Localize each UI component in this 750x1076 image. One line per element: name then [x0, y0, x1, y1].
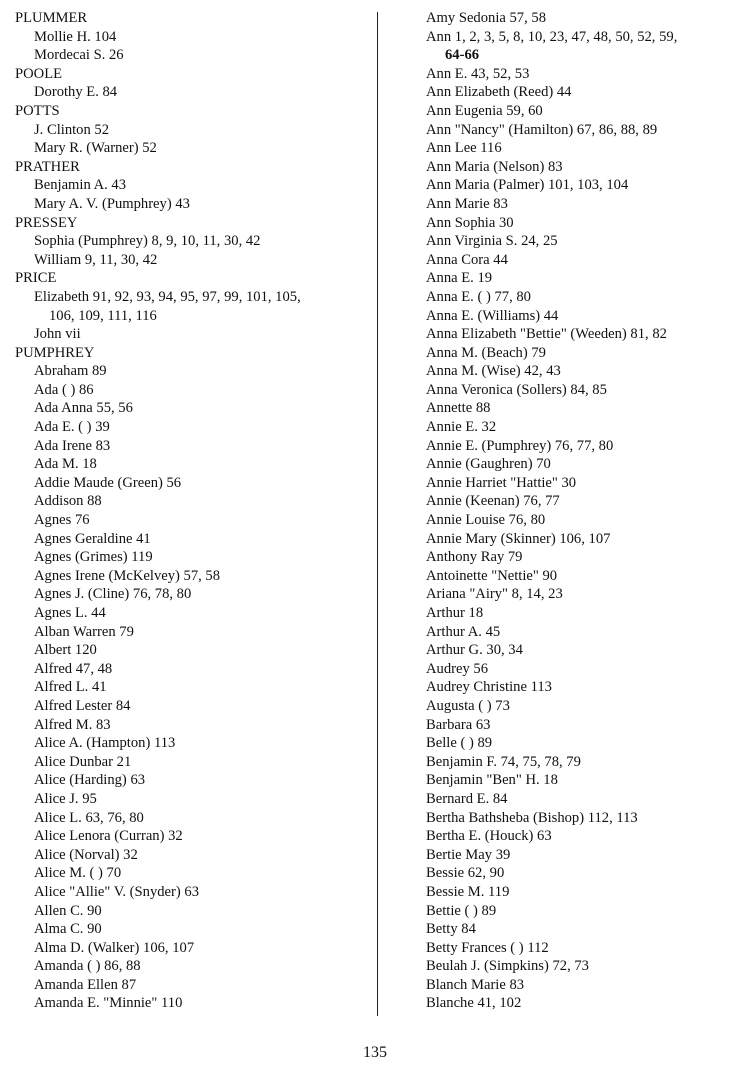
- index-entry: Annie Louise 76, 80: [426, 512, 546, 529]
- index-surname-heading: PRATHER: [15, 158, 80, 175]
- index-entry: Alice (Harding) 63: [34, 772, 146, 789]
- index-surname-heading: PRICE: [15, 270, 57, 287]
- index-entry: Annie E. 32: [426, 419, 497, 436]
- index-entry: Alma C. 90: [34, 921, 102, 938]
- index-entry: Ann Maria (Palmer) 101, 103, 104: [426, 177, 629, 194]
- index-entry: John vii: [34, 326, 81, 343]
- index-entry: Ann Elizabeth (Reed) 44: [426, 84, 572, 101]
- index-entry: Elizabeth 91, 92, 93, 94, 95, 97, 99, 101, 105,: [34, 288, 301, 305]
- index-entry: Alice J. 95: [34, 790, 97, 807]
- index-entry: Ann "Nancy" (Hamilton) 67, 86, 88, 89: [426, 121, 658, 138]
- index-entry: Bettie ( ) 89: [426, 902, 497, 919]
- index-entry: Alice "Allie" V. (Snyder) 63: [34, 883, 199, 900]
- index-entry: Alfred 47, 48: [34, 660, 113, 677]
- index-entry: Amanda ( ) 86, 88: [34, 958, 141, 975]
- index-entry: Allen C. 90: [34, 902, 102, 919]
- index-entry: Annie E. (Pumphrey) 76, 77, 80: [426, 437, 614, 454]
- index-entry: Ada E. ( ) 39: [34, 419, 110, 436]
- index-entry: Anna E. (Williams) 44: [426, 307, 559, 324]
- index-entry: Betty Frances ( ) 112: [426, 939, 549, 956]
- index-entry: Anna M. (Beach) 79: [426, 344, 546, 361]
- index-entry: J. Clinton 52: [34, 121, 110, 138]
- column-divider: [377, 12, 378, 1016]
- index-entry: Abraham 89: [34, 363, 107, 380]
- index-entry: Ada ( ) 86: [34, 381, 94, 398]
- index-entry: Ann 1, 2, 3, 5, 8, 10, 23, 47, 48, 50, 52, 59,: [426, 28, 678, 45]
- index-left-column: [15, 9, 370, 1013]
- index-entry: Ann Eugenia 59, 60: [426, 102, 543, 119]
- index-entry: Annie (Keenan) 76, 77: [426, 493, 560, 510]
- index-entry: Agnes J. (Cline) 76, 78, 80: [34, 586, 192, 603]
- index-entry: Benjamin A. 43: [34, 177, 127, 194]
- index-entry: Ada Irene 83: [34, 437, 111, 454]
- index-entry: Annie Harriet "Hattie" 30: [426, 474, 577, 491]
- index-surname-heading: POOLE: [15, 65, 63, 82]
- index-entry: Arthur G. 30, 34: [426, 642, 523, 659]
- index-entry: Beulah J. (Simpkins) 72, 73: [426, 958, 589, 975]
- index-entry: Anna Cora 44: [426, 251, 508, 268]
- index-entry: Betty 84: [426, 921, 476, 938]
- index-entry-continuation: 106, 109, 111, 116: [49, 307, 157, 324]
- index-entry: Anna Veronica (Sollers) 84, 85: [426, 381, 607, 398]
- index-entry: Dorothy E. 84: [34, 84, 118, 101]
- index-entry: Alfred M. 83: [34, 716, 111, 733]
- index-entry: Annie (Gaughren) 70: [426, 456, 551, 473]
- index-entry: Ada Anna 55, 56: [34, 400, 133, 417]
- index-entry: Alice Lenora (Curran) 32: [34, 828, 183, 845]
- index-entry: Ann Lee 116: [426, 140, 502, 157]
- index-entry: Mollie H. 104: [34, 28, 117, 45]
- index-entry: Bertha E. (Houck) 63: [426, 828, 552, 845]
- page-number: 135: [363, 1044, 387, 1061]
- index-entry: Ada M. 18: [34, 456, 97, 473]
- index-entry: Benjamin "Ben" H. 18: [426, 772, 558, 789]
- index-entry: Blanch Marie 83: [426, 976, 525, 993]
- index-entry: Sophia (Pumphrey) 8, 9, 10, 11, 30, 42: [34, 233, 261, 250]
- index-entry: Agnes L. 44: [34, 605, 106, 621]
- index-entry: Ann E. 43, 52, 53: [426, 65, 530, 82]
- index-entry: Alice L. 63, 76, 80: [34, 809, 144, 826]
- index-entry: Addie Maude (Green) 56: [34, 474, 182, 491]
- index-entry: Addison 88: [34, 493, 102, 510]
- index-entry: Anthony Ray 79: [426, 549, 523, 566]
- index-entry: Anna Elizabeth "Bettie" (Weeden) 81, 82: [426, 326, 667, 343]
- index-entry: Arthur 18: [426, 605, 484, 621]
- index-entry: Bessie M. 119: [426, 883, 510, 900]
- index-entry: Blanche 41, 102: [426, 995, 522, 1012]
- index-entry: Agnes (Grimes) 119: [34, 549, 153, 566]
- index-entry: Agnes Geraldine 41: [34, 530, 151, 547]
- index-entry: Arthur A. 45: [426, 623, 501, 640]
- index-entry-continuation: 64-66: [445, 47, 480, 64]
- index-entry: Mary A. V. (Pumphrey) 43: [34, 195, 190, 212]
- index-right-column: [426, 9, 746, 1013]
- index-entry: Agnes Irene (McKelvey) 57, 58: [34, 567, 221, 584]
- index-surname-heading: POTTS: [15, 102, 60, 119]
- index-entry: Bertie May 39: [426, 846, 511, 863]
- index-entry: Annie Mary (Skinner) 106, 107: [426, 530, 611, 547]
- index-entry: Alice M. ( ) 70: [34, 865, 122, 882]
- index-entry: Augusta ( ) 73: [426, 697, 510, 714]
- index-entry: Alice Dunbar 21: [34, 753, 132, 770]
- index-entry: Ann Virginia S. 24, 25: [426, 233, 558, 250]
- index-entry: Mordecai S. 26: [34, 47, 124, 64]
- index-entry: Ann Maria (Nelson) 83: [426, 158, 563, 175]
- index-entry: Annette 88: [426, 400, 491, 417]
- index-entry: Anna M. (Wise) 42, 43: [426, 363, 561, 380]
- index-entry: Alice (Norval) 32: [34, 846, 138, 863]
- index-entry: Barbara 63: [426, 716, 491, 733]
- index-entry: Bessie 62, 90: [426, 865, 505, 882]
- index-entry: Mary R. (Warner) 52: [34, 140, 157, 157]
- index-entry: Alfred Lester 84: [34, 697, 131, 714]
- index-entry: Belle ( ) 89: [426, 735, 493, 752]
- index-entry: Audrey Christine 113: [426, 679, 552, 696]
- index-entry: Amy Sedonia 57, 58: [426, 10, 546, 26]
- index-surname-heading: PUMPHREY: [15, 344, 95, 361]
- index-entry: Benjamin F. 74, 75, 78, 79: [426, 753, 581, 770]
- index-surname-heading: PLUMMER: [15, 10, 88, 26]
- index-entry: William 9, 11, 30, 42: [34, 251, 158, 268]
- index-entry: Anna E. 19: [426, 270, 493, 287]
- index-entry: Alfred L. 41: [34, 679, 107, 696]
- index-entry: Bernard E. 84: [426, 790, 508, 807]
- index-entry: Ariana "Airy" 8, 14, 23: [426, 586, 563, 603]
- index-entry: Amanda E. "Minnie" 110: [34, 995, 183, 1012]
- index-entry: Anna E. ( ) 77, 80: [426, 288, 531, 305]
- index-entry: Ann Sophia 30: [426, 214, 514, 231]
- index-entry: Albert 120: [34, 642, 97, 659]
- index-entry: Alban Warren 79: [34, 623, 134, 640]
- index-entry: Alma D. (Walker) 106, 107: [34, 939, 195, 956]
- index-entry: Alice A. (Hampton) 113: [34, 735, 176, 752]
- index-entry: Amanda Ellen 87: [34, 976, 137, 993]
- index-entry: Bertha Bathsheba (Bishop) 112, 113: [426, 809, 638, 826]
- index-entry: Audrey 56: [426, 660, 489, 677]
- index-entry: Ann Marie 83: [426, 195, 508, 212]
- index-surname-heading: PRESSEY: [15, 214, 78, 231]
- index-entry: Agnes 76: [34, 512, 90, 529]
- index-entry: Antoinette "Nettie" 90: [426, 567, 558, 584]
